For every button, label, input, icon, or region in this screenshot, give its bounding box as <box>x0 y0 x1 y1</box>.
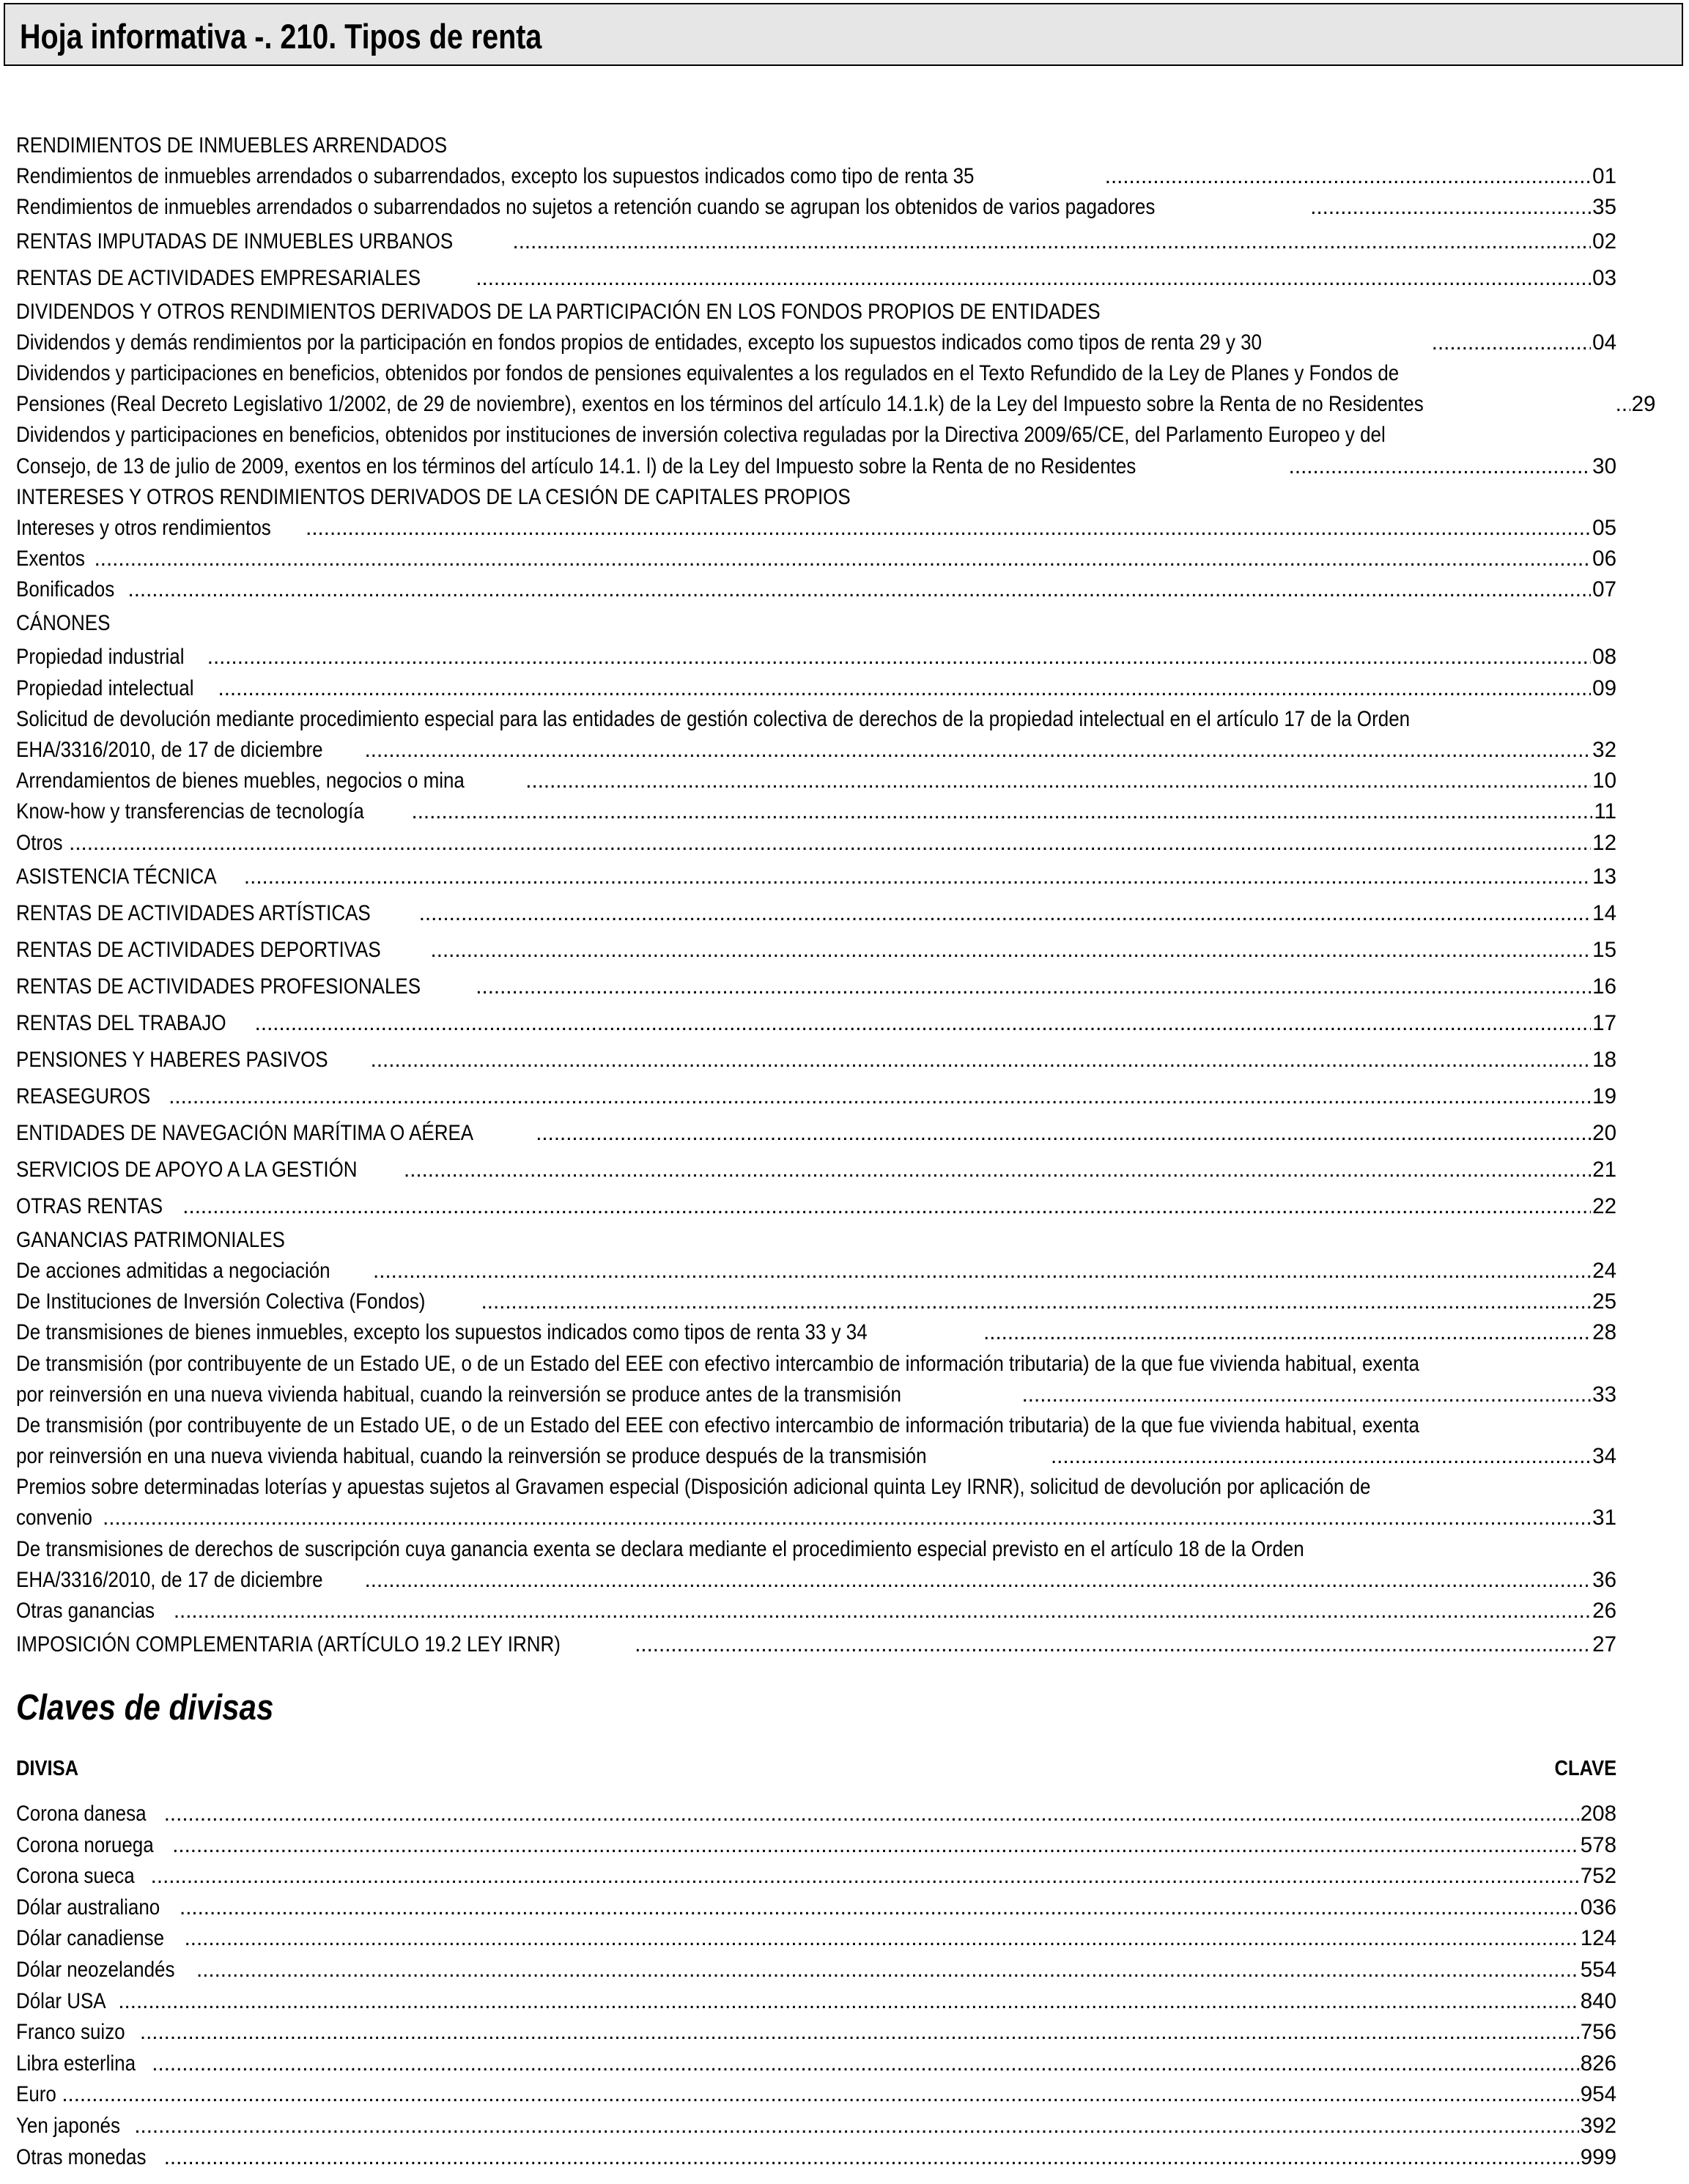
dot-leader <box>180 1892 1579 1924</box>
entry-line-continued <box>16 1349 1616 1380</box>
currency-code: 578 <box>1580 1832 1616 1857</box>
currency-name: Dólar neozelandés <box>16 1957 175 1982</box>
renta-type-entry <box>16 1152 1616 1188</box>
currency-name: Yen japonés <box>16 2113 120 2138</box>
dot-leader <box>218 673 1592 704</box>
entry-text: EHA/3316/2010, de 17 de diciembre <box>16 1567 323 1592</box>
dot-leader <box>1289 451 1592 482</box>
dot-leader <box>1022 1380 1592 1410</box>
dot-leader <box>95 544 1592 574</box>
dot-leader <box>151 1861 1579 1892</box>
renta-code: 18 <box>1592 1047 1616 1072</box>
entry-text-first-line: Dividendos y participaciones en beneficios, obtenidos por fondos de pensiones equivalentes a los regulados en el Texto Refundido de la Ley de Planes y Fondos de <box>16 360 1400 385</box>
entry-text: PENSIONES Y HABERES PASIVOS <box>16 1047 328 1072</box>
renta-code: 16 <box>1592 974 1616 999</box>
entry-text: De acciones admitidas a negociación <box>16 1258 330 1283</box>
renta-type-entry <box>16 1287 1616 1317</box>
dot-leader <box>412 796 1593 827</box>
dot-leader <box>152 2048 1578 2080</box>
section-heading <box>16 130 1616 161</box>
page-header <box>4 3 1683 66</box>
entry-text: Pensiones (Real Decreto Legislativo 1/2002, de 29 de noviembre), exentos en los términos del artículo 14.1.k) de la Ley del Impuesto sobre la Renta de no Residentes <box>16 392 1424 417</box>
entry-text: RENTAS DE ACTIVIDADES PROFESIONALES <box>16 974 421 999</box>
dot-leader <box>196 1955 1579 1986</box>
dot-leader <box>404 1152 1591 1188</box>
renta-type-entry <box>16 828 1616 859</box>
renta-code: 31 <box>1592 1506 1616 1530</box>
renta-type-entry <box>16 574 1616 605</box>
renta-type-entry <box>16 1042 1616 1078</box>
dot-leader <box>1051 1441 1591 1472</box>
dot-leader <box>207 642 1591 673</box>
renta-code: 01 <box>1592 164 1616 189</box>
currency-code: 954 <box>1580 2082 1616 2107</box>
renta-code: 14 <box>1592 900 1616 925</box>
renta-code: 29 <box>1631 392 1656 417</box>
section-heading <box>16 297 1616 327</box>
dot-leader <box>419 895 1591 932</box>
renta-code: 35 <box>1592 195 1616 220</box>
renta-type-entry <box>16 673 1616 704</box>
renta-code: 12 <box>1592 830 1616 855</box>
dot-leader <box>513 223 1592 260</box>
renta-code: 30 <box>1592 454 1616 478</box>
section-heading-label: RENDIMIENTOS DE INMUEBLES ARRENDADOS <box>16 133 448 158</box>
entry-text: Otras ganancias <box>16 1599 155 1623</box>
currency-row <box>16 1955 1616 1986</box>
dot-leader <box>255 1005 1592 1042</box>
entry-line-continued <box>16 1534 1616 1565</box>
renta-code: 26 <box>1592 1599 1616 1623</box>
renta-code: 21 <box>1592 1157 1616 1182</box>
renta-code: 25 <box>1592 1289 1616 1314</box>
renta-code: 22 <box>1592 1193 1616 1218</box>
renta-type-entry <box>16 932 1616 969</box>
renta-type-entry <box>16 796 1616 827</box>
currency-code: 036 <box>1580 1895 1616 1920</box>
currency-code: 756 <box>1580 2020 1616 2045</box>
renta-type-entry <box>16 1565 1616 1596</box>
renta-type-entry <box>16 1078 1616 1115</box>
entry-text: RENTAS DEL TRABAJO <box>16 1010 226 1035</box>
renta-code: 06 <box>1592 547 1616 571</box>
entry-text-first-line: Dividendos y participaciones en beneficios, obtenidos por instituciones de inversión colectiva reguladas por la Directiva 2009/65/CE, del Parlamento Europeo y del <box>16 423 1386 448</box>
currency-code: 392 <box>1580 2113 1616 2138</box>
currency-name: Dólar canadiense <box>16 1926 165 1951</box>
renta-code: 08 <box>1592 645 1616 670</box>
entry-text: Intereses y otros rendimientos <box>16 515 271 540</box>
dot-leader <box>481 1287 1592 1317</box>
renta-type-entry <box>16 1005 1616 1042</box>
renta-type-entry <box>16 735 1616 766</box>
dot-leader <box>164 1799 1579 1830</box>
currency-section-title: Claves de divisas <box>16 1688 274 1728</box>
dot-leader <box>62 2079 1578 2111</box>
renta-code: 09 <box>1592 675 1616 700</box>
currency-name: Corona danesa <box>16 1802 147 1826</box>
section-heading-label: GANANCIAS PATRIMONIALES <box>16 1227 285 1252</box>
dot-leader <box>536 1115 1591 1152</box>
currency-code: 124 <box>1580 1926 1616 1951</box>
renta-code: 36 <box>1592 1567 1616 1592</box>
currency-row <box>16 1892 1616 1924</box>
renta-type-entry <box>16 327 1616 358</box>
renta-type-entry <box>16 451 1616 482</box>
dot-leader <box>172 1830 1579 1862</box>
dot-leader <box>1432 327 1591 358</box>
renta-code: 05 <box>1592 515 1616 540</box>
entry-text: RENTAS IMPUTADAS DE INMUEBLES URBANOS <box>16 229 454 253</box>
renta-types-list <box>16 130 1656 1663</box>
entry-text: OTRAS RENTAS <box>16 1193 163 1218</box>
renta-code: 34 <box>1592 1444 1616 1469</box>
currency-code: 826 <box>1580 2051 1616 2076</box>
renta-type-entry <box>16 544 1616 574</box>
dot-leader <box>174 1596 1591 1626</box>
entry-text: De transmisiones de bienes inmuebles, excepto los supuestos indicados como tipos de renta 33 y 34 <box>16 1320 868 1345</box>
renta-code: 03 <box>1592 265 1616 290</box>
renta-type-entry <box>16 1256 1616 1287</box>
currency-list <box>16 1799 1616 2173</box>
renta-type-entry <box>16 1441 1616 1472</box>
renta-type-entry <box>16 1115 1616 1152</box>
entry-text-first-line: Solicitud de devolución mediante procedimiento especial para las entidades de gestión colectiva de derechos de la propiedad intelectual en el artículo 17 de la Orden <box>16 706 1411 731</box>
section-heading-label: INTERESES Y OTROS RENDIMIENTOS DERIVADOS DE LA CESIÓN DE CAPITALES PROPIOS <box>16 484 851 509</box>
section-heading-label: DIVIDENDOS Y OTROS RENDIMIENTOS DERIVADOS DE LA PARTICIPACIÓN EN LOS FONDOS PROPIOS DE ENTIDADES <box>16 299 1101 324</box>
entry-text: Bonificados <box>16 577 115 602</box>
renta-type-entry <box>16 161 1616 192</box>
dot-leader <box>365 735 1592 766</box>
renta-code: 28 <box>1592 1320 1616 1345</box>
page-title: Hoja informativa -. 210. Tipos de renta <box>20 17 542 56</box>
entry-line-continued <box>16 420 1616 451</box>
renta-code: 33 <box>1592 1382 1616 1407</box>
currency-code: 554 <box>1580 1957 1616 1982</box>
renta-code: 04 <box>1592 330 1616 355</box>
dot-leader <box>128 574 1592 605</box>
currency-row <box>16 1986 1616 2018</box>
section-heading-label: CÁNONES <box>16 611 111 636</box>
dot-leader <box>182 1188 1591 1225</box>
renta-code: 32 <box>1592 738 1616 762</box>
dot-leader <box>103 1503 1591 1533</box>
renta-code: 07 <box>1592 577 1616 602</box>
dot-leader <box>1105 161 1591 192</box>
entry-line-continued <box>16 358 1616 389</box>
dot-leader <box>118 1986 1578 2018</box>
renta-type-entry <box>16 1317 1616 1348</box>
renta-code: 19 <box>1592 1084 1616 1108</box>
dot-leader <box>169 1078 1591 1115</box>
renta-type-entry <box>16 766 1616 796</box>
renta-code: 15 <box>1592 937 1616 962</box>
entry-text: EHA/3316/2010, de 17 de diciembre <box>16 738 323 762</box>
entry-text-first-line: Premios sobre determinadas loterías y apuestas sujetos al Gravamen especial (Disposición adicional quinta Ley IRNR), solicitud de devolución por aplicación de <box>16 1475 1371 1500</box>
entry-text: Consejo, de 13 de julio de 2009, exentos en los términos del artículo 14.1. l) de la Ley del Impuesto sobre la Renta de no Residentes <box>16 454 1137 478</box>
dot-leader <box>635 1626 1591 1663</box>
currency-name: Otras monedas <box>16 2144 147 2169</box>
divisa-column-header: DIVISA <box>16 1757 79 1780</box>
entry-text: ASISTENCIA TÉCNICA <box>16 864 217 889</box>
currency-name: Libra esterlina <box>16 2051 136 2076</box>
dot-leader <box>1310 192 1591 223</box>
entry-text: REASEGUROS <box>16 1084 151 1108</box>
renta-type-entry <box>16 1380 1616 1410</box>
currency-name: Dólar australiano <box>16 1895 160 1920</box>
currency-name: Corona noruega <box>16 1832 154 1857</box>
entry-text: RENTAS DE ACTIVIDADES EMPRESARIALES <box>16 265 421 290</box>
dot-leader <box>1616 389 1630 420</box>
renta-type-entry <box>16 1503 1616 1533</box>
entry-text: Exentos <box>16 547 85 571</box>
currency-name: Franco suizo <box>16 2020 125 2045</box>
dot-leader <box>69 828 1591 859</box>
currency-row <box>16 2017 1616 2048</box>
currency-row <box>16 1923 1616 1955</box>
entry-text: De Instituciones de Inversión Colectiva (Fondos) <box>16 1289 426 1314</box>
renta-type-entry <box>16 223 1616 260</box>
renta-type-entry <box>16 642 1616 673</box>
dot-leader <box>164 2142 1579 2174</box>
entry-text: por reinversión en una nueva vivienda habitual, cuando la reinversión se produce después de la transmisión <box>16 1444 927 1469</box>
dot-leader <box>244 859 1591 895</box>
renta-type-entry <box>16 969 1616 1005</box>
entry-text: SERVICIOS DE APOYO A LA GESTIÓN <box>16 1157 358 1182</box>
renta-code: 10 <box>1592 769 1616 793</box>
currency-row <box>16 2111 1616 2142</box>
currency-name: Euro <box>16 2082 56 2107</box>
dot-leader <box>525 766 1591 796</box>
entry-text: Dividendos y demás rendimientos por la participación en fondos propios de entidades, excepto los supuestos indicados como tipos de renta 29 y 30 <box>16 330 1262 355</box>
entry-text: Know-how y transferencias de tecnología <box>16 799 364 824</box>
currency-row <box>16 1830 1616 1862</box>
entry-line-continued <box>16 704 1616 735</box>
dot-leader <box>983 1317 1591 1348</box>
entry-text-first-line: De transmisión (por contribuyente de un Estado UE, o de un Estado del EEE con efectivo intercambio de información tributaria) de la que fue vivienda habitual, exenta <box>16 1351 1419 1376</box>
section-heading <box>16 482 1616 513</box>
entry-text: RENTAS DE ACTIVIDADES DEPORTIVAS <box>16 937 381 962</box>
currency-row <box>16 2079 1616 2111</box>
entry-text: RENTAS DE ACTIVIDADES ARTÍSTICAS <box>16 900 371 925</box>
dot-leader <box>371 1042 1592 1078</box>
clave-column-header: CLAVE <box>1554 1757 1616 1780</box>
currency-row <box>16 2048 1616 2080</box>
entry-text-first-line: De transmisiones de derechos de suscripción cuya ganancia exenta se declara mediante el procedimiento especial previsto en el artículo 18 de la Orden <box>16 1536 1304 1561</box>
dot-leader <box>476 969 1591 1005</box>
renta-type-entry <box>16 1596 1616 1626</box>
entry-text: Otros <box>16 830 63 855</box>
renta-code: 17 <box>1592 1010 1616 1035</box>
entry-line-continued <box>16 1472 1616 1503</box>
dot-leader <box>140 2017 1579 2048</box>
entry-text: Rendimientos de inmuebles arrendados o subarrendados, excepto los supuestos indicados como tipo de renta 35 <box>16 164 975 189</box>
dot-leader <box>373 1256 1591 1287</box>
currency-code: 999 <box>1580 2144 1616 2169</box>
entry-text: Rendimientos de inmuebles arrendados o subarrendados no sujetos a retención cuando se agrupan los obtenidos de varios pagadores <box>16 195 1156 220</box>
entry-line-continued <box>16 1410 1616 1441</box>
dot-leader <box>134 2111 1578 2142</box>
renta-type-entry <box>16 389 1656 420</box>
renta-type-entry <box>16 192 1616 223</box>
entry-text: convenio <box>16 1506 92 1530</box>
renta-type-entry <box>16 1188 1616 1225</box>
section-heading <box>16 605 1616 642</box>
dot-leader <box>365 1565 1592 1596</box>
renta-code: 24 <box>1592 1258 1616 1283</box>
renta-type-entry <box>16 1626 1616 1663</box>
entry-text-first-line: De transmisión (por contribuyente de un Estado UE, o de un Estado del EEE con efectivo intercambio de información tributaria) de la que fue vivienda habitual, exenta <box>16 1413 1419 1437</box>
renta-type-entry <box>16 260 1616 297</box>
currency-code: 840 <box>1580 1988 1616 2013</box>
dot-leader <box>306 513 1591 544</box>
renta-code: 20 <box>1592 1120 1616 1145</box>
dot-leader <box>185 1923 1579 1955</box>
currency-row <box>16 1799 1616 1830</box>
dot-leader <box>476 260 1591 297</box>
section-heading <box>16 1225 1616 1256</box>
entry-text: Propiedad industrial <box>16 645 185 670</box>
entry-text: ENTIDADES DE NAVEGACIÓN MARÍTIMA O AÉREA <box>16 1120 474 1145</box>
currency-code: 752 <box>1580 1864 1616 1889</box>
renta-type-entry <box>16 895 1616 932</box>
dot-leader <box>431 932 1592 969</box>
entry-text: Arrendamientos de bienes muebles, negocios o mina <box>16 769 465 793</box>
entry-text: Propiedad intelectual <box>16 675 194 700</box>
currency-name: Dólar USA <box>16 1988 106 2013</box>
entry-text: por reinversión en una nueva vivienda habitual, cuando la reinversión se produce antes de la transmisión <box>16 1382 901 1407</box>
renta-code: 27 <box>1592 1632 1616 1657</box>
entry-text: IMPOSICIÓN COMPLEMENTARIA (ARTÍCULO 19.2 LEY IRNR) <box>16 1632 561 1657</box>
renta-type-entry <box>16 513 1616 544</box>
currency-name: Corona sueca <box>16 1864 135 1889</box>
renta-code: 13 <box>1592 864 1616 889</box>
currency-row <box>16 1861 1616 1892</box>
renta-code: 11 <box>1594 799 1616 824</box>
renta-code: 02 <box>1592 229 1616 253</box>
currency-row <box>16 2142 1616 2174</box>
currency-code: 208 <box>1580 1802 1616 1826</box>
renta-type-entry <box>16 859 1616 895</box>
